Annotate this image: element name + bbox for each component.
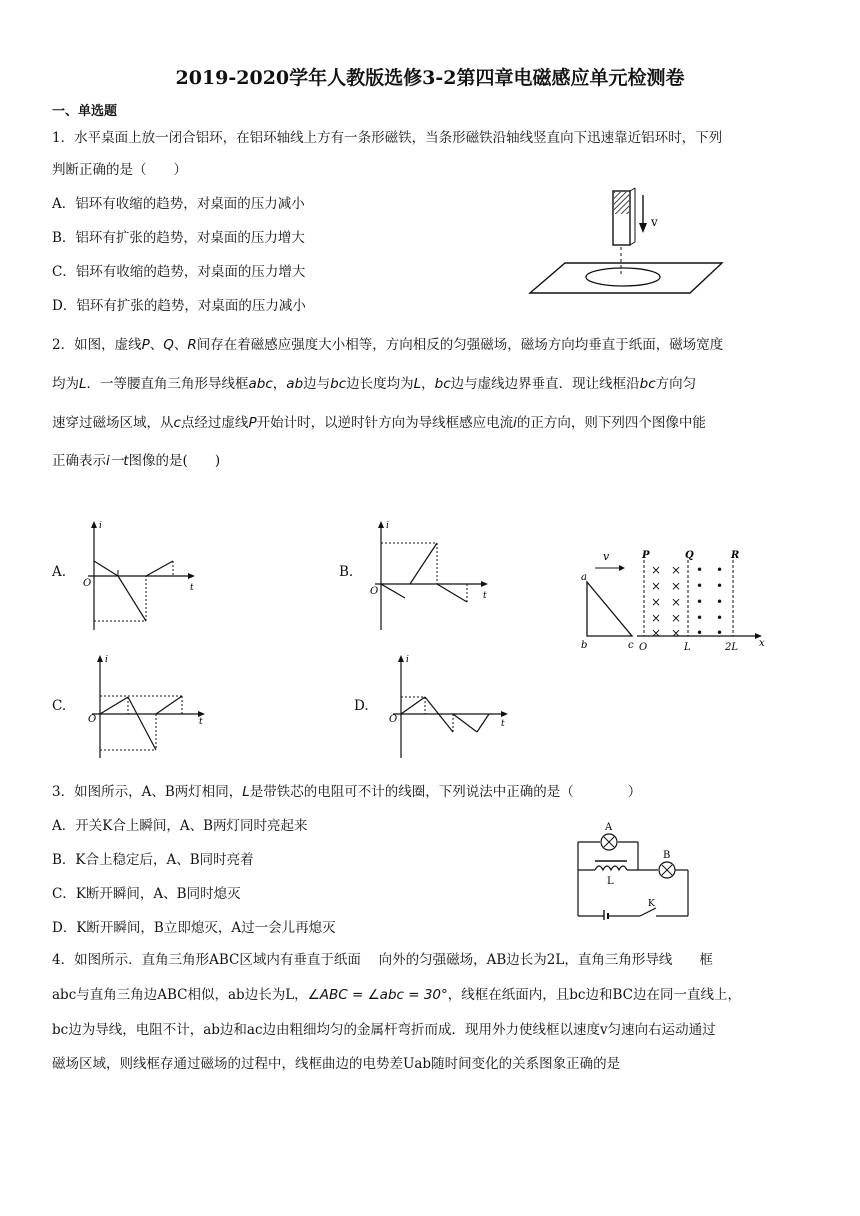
svg-text:•: • [696,579,704,593]
svg-text:A: A [605,822,613,833]
q3-option-b: B．K合上稳定后，A、B同时亮着 [52,852,254,868]
svg-text:L: L [607,876,614,887]
svg-text:L: L [684,642,691,653]
q1-option-a: A．铝环有收缩的趋势，对桌面的压力减小 [52,196,305,212]
q2-line4: 正确表示i一t图像的是( ) [52,453,221,469]
svg-text:×: × [651,563,662,577]
q2-graph-a [78,518,198,633]
q1-option-b: B．铝环有扩张的趋势，对桌面的压力增大 [52,230,305,246]
svg-text:O: O [83,578,92,589]
q2-choice-a-label: A. [52,564,67,580]
svg-text:×: × [651,579,662,593]
q2-choice-d-label: D. [354,698,369,714]
q1-magnet-ring-figure [525,185,725,300]
svg-text:•: • [696,626,704,640]
svg-text:×: × [671,579,682,593]
svg-text:•: • [716,595,724,609]
svg-text:•: • [696,563,704,577]
q2-line3: 速穿过磁场区域，从c点经过虚线P开始计时，以逆时针方向为导线框感应电流i的正方向，则下列四个图像中能 [52,415,706,431]
q4-line4: 磁场区域，则线框存通过磁场的过程中，线框曲边的电势差Uab随时间变化的关系图象正确的是 [52,1056,621,1072]
q2-magnetic-field-figure [575,548,775,656]
triangle-frame [587,582,632,636]
svg-text:t: t [501,719,505,729]
svg-text:×: × [671,626,682,640]
svg-text:×: × [671,595,682,609]
switch-k [640,908,656,916]
svg-text:Q: Q [685,550,694,561]
q3-stem: 3．如图所示，A、B两灯相同，L是带铁芯的电阻可不计的线圈，下列说法中正确的是（ ） [52,784,642,800]
svg-text:O: O [389,714,398,725]
q2-choice-b-label: B. [339,564,354,580]
q3-option-a: A．开关K合上瞬间，A、B两灯同时亮起来 [52,818,308,834]
svg-text:•: • [716,579,724,593]
svg-text:t: t [190,583,194,593]
svg-text:P: P [642,550,650,561]
svg-text:2L: 2L [725,642,739,653]
svg-text:O: O [88,714,97,725]
q2-line1: 2．如图，虚线P、Q、R间存在着磁感应强度大小相等，方向相反的匀强磁场，磁场方向均垂直于纸面，磁场宽度 [52,337,724,353]
svg-text:O: O [639,642,648,653]
q4-line1: 4．如图所示．直角三角形ABC区域内有垂直于纸面 向外的匀强磁场，AB边长为2L，直角三角形导线 框 [52,952,713,968]
section-heading: 一、单选题 [52,104,118,119]
q1-stem-line2: 判断正确的是（ ） [52,162,187,178]
svg-text:x: x [759,638,765,649]
field-crosses [651,563,681,640]
inductor-coil [595,866,627,870]
svg-text:b: b [581,640,588,651]
svg-text:v: v [603,550,610,563]
svg-text:B: B [663,850,671,861]
svg-text:•: • [716,626,724,640]
svg-text:O: O [370,586,379,597]
aluminum-ring [586,268,660,286]
q2-graph-c [78,652,208,760]
svg-text:•: • [696,595,704,609]
q2-graph-d [385,652,515,760]
page-title: 2019-2020学年人教版选修3-2第四章电磁感应单元检测卷 [175,67,685,89]
svg-text:i: i [386,521,389,531]
svg-text:R: R [731,550,740,561]
svg-text:×: × [671,611,682,625]
svg-text:i: i [105,655,108,665]
q2-choice-c-label: C. [52,698,67,714]
svg-text:a: a [581,572,587,583]
velocity-label: v [651,215,658,229]
q1-option-c: C．铝环有收缩的趋势，对桌面的压力增大 [52,264,306,280]
q4-line3: bc边为导线，电阻不计，ab边和ac边由粗细均匀的金属杆弯折而成．现用外力使线框以速度v匀速向右运动通过 [52,1022,716,1038]
field-dots [696,563,723,640]
svg-text:i: i [406,655,409,665]
svg-text:×: × [651,611,662,625]
svg-text:t: t [199,717,203,727]
svg-text:×: × [651,626,662,640]
svg-text:•: • [716,611,724,625]
svg-text:c: c [628,640,634,651]
q2-graph-b [365,518,495,633]
svg-text:×: × [671,563,682,577]
svg-text:×: × [651,595,662,609]
q2-line2: 均为L．一等腰直角三角形导线框abc，ab边与bc边长度均为L，bc边与虚线边界垂直．现让线框沿bc方向匀 [52,376,697,392]
q3-circuit-figure [568,820,693,920]
svg-text:•: • [716,563,724,577]
svg-text:K: K [648,899,655,909]
svg-text:•: • [696,611,704,625]
q3-option-c: C．K断开瞬间，A、B同时熄灭 [52,886,241,902]
svg-text:i: i [99,521,102,531]
q3-option-d: D．K断开瞬间，B立即熄灭，A过一会儿再熄灭 [52,920,336,936]
q1-option-d: D．铝环有扩张的趋势，对桌面的压力减小 [52,298,306,314]
svg-text:t: t [483,591,487,601]
q1-stem-line1: 1．水平桌面上放一闭合铝环，在铝环轴线上方有一条形磁铁，当条形磁铁沿轴线竖直向下迅速靠近铝环时，下列 [52,130,723,146]
q4-line2: abc与直角三角边ABC相似，ab边长为L，∠ABC = ∠abc = 30°，线框在纸面内，且bc边和BC边在同一直线上， [52,987,741,1003]
